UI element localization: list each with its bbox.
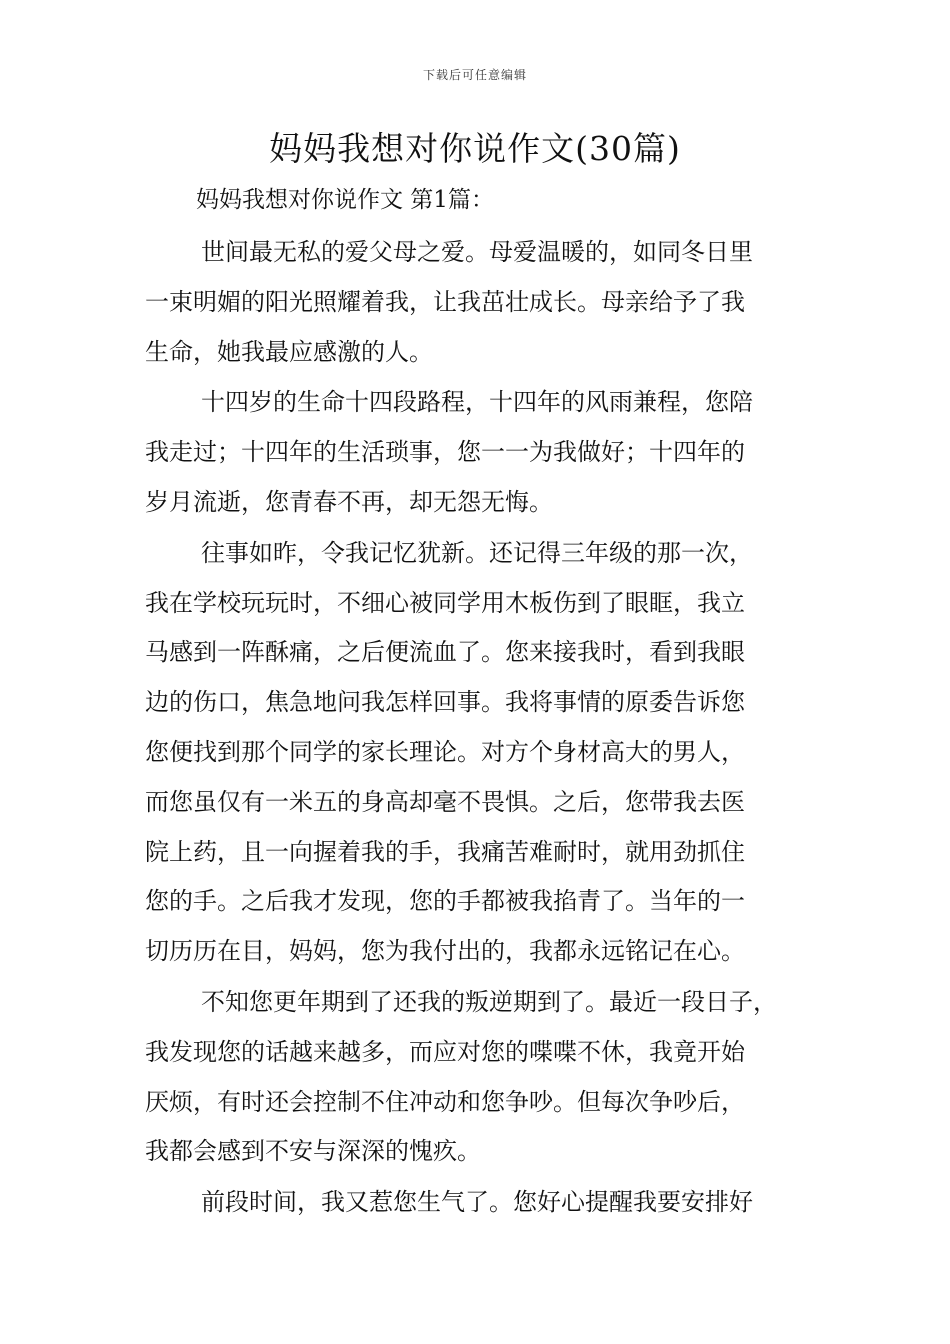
paragraph-3 [145,529,809,977]
text-line: 切历历在目，妈妈，您为我付出的，我都永远铭记在心。 [145,937,745,966]
text-line: 往事如昨，令我记忆犹新。还记得三年级的那一次， [201,538,753,567]
text-line: 一束明媚的阳光照耀着我，让我茁壮成长。母亲给予了我 [145,287,745,316]
header-note: 下载后可任意编辑 [422,68,527,82]
text-line: 厌烦，有时还会控制不住冲动和您争吵。但每次争吵后， [145,1087,745,1116]
text-line: 您便找到那个同学的家长理论。对方个身材高大的男人， [145,737,745,766]
text-line: 生命，她我最应感激的人。 [145,337,433,366]
paragraph-2 [145,378,809,527]
text-line: 院上药，且一向握着我的手，我痛苦难耐时，就用劲抓住 [145,837,745,866]
text-line: 我在学校玩玩时，不细心被同学用木板伤到了眼眶，我立 [145,588,745,617]
text-line: 而您虽仅有一米五的身高却毫不畏惧。之后，您带我去医 [145,787,745,816]
text-line: 您的手。之后我才发现，您的手都被我掐青了。当年的一 [145,887,745,916]
text-line: 我发现您的话越来越多，而应对您的喋喋不休，我竟开始 [145,1037,745,1066]
text-line: 十四岁的生命十四段路程，十四年的风雨兼程，您陪 [201,388,753,417]
document-body [145,228,809,1229]
text-line: 我走过；十四年的生活琐事，您一一为我做好；十四年的 [145,438,745,467]
paragraph-5 [145,1178,809,1228]
text-line: 前段时间，我又惹您生气了。您好心提醒我要安排好 [201,1188,753,1217]
paragraph-1 [145,228,809,377]
text-line: 马感到一阵酥痛，之后便流血了。您来接我时，看到我眼 [145,638,745,667]
document-title: 妈妈我想对你说作文(30篇) [269,129,681,168]
text-line: 世间最无私的爱父母之爱。母爱温暖的，如同冬日里 [201,238,753,266]
text-line: 不知您更年期到了还我的叛逆期到了。最近一段日子， [201,987,777,1016]
paragraph-4 [145,978,809,1177]
text-line: 岁月流逝，您青春不再，却无怨无悔。 [145,487,553,516]
text-line: 我都会感到不安与深深的愧疚。 [145,1137,481,1166]
section-heading: 妈妈我想对你说作文 第1篇： [196,187,494,213]
text-line: 边的伤口，焦急地问我怎样回事。我将事情的原委告诉您 [145,688,745,717]
